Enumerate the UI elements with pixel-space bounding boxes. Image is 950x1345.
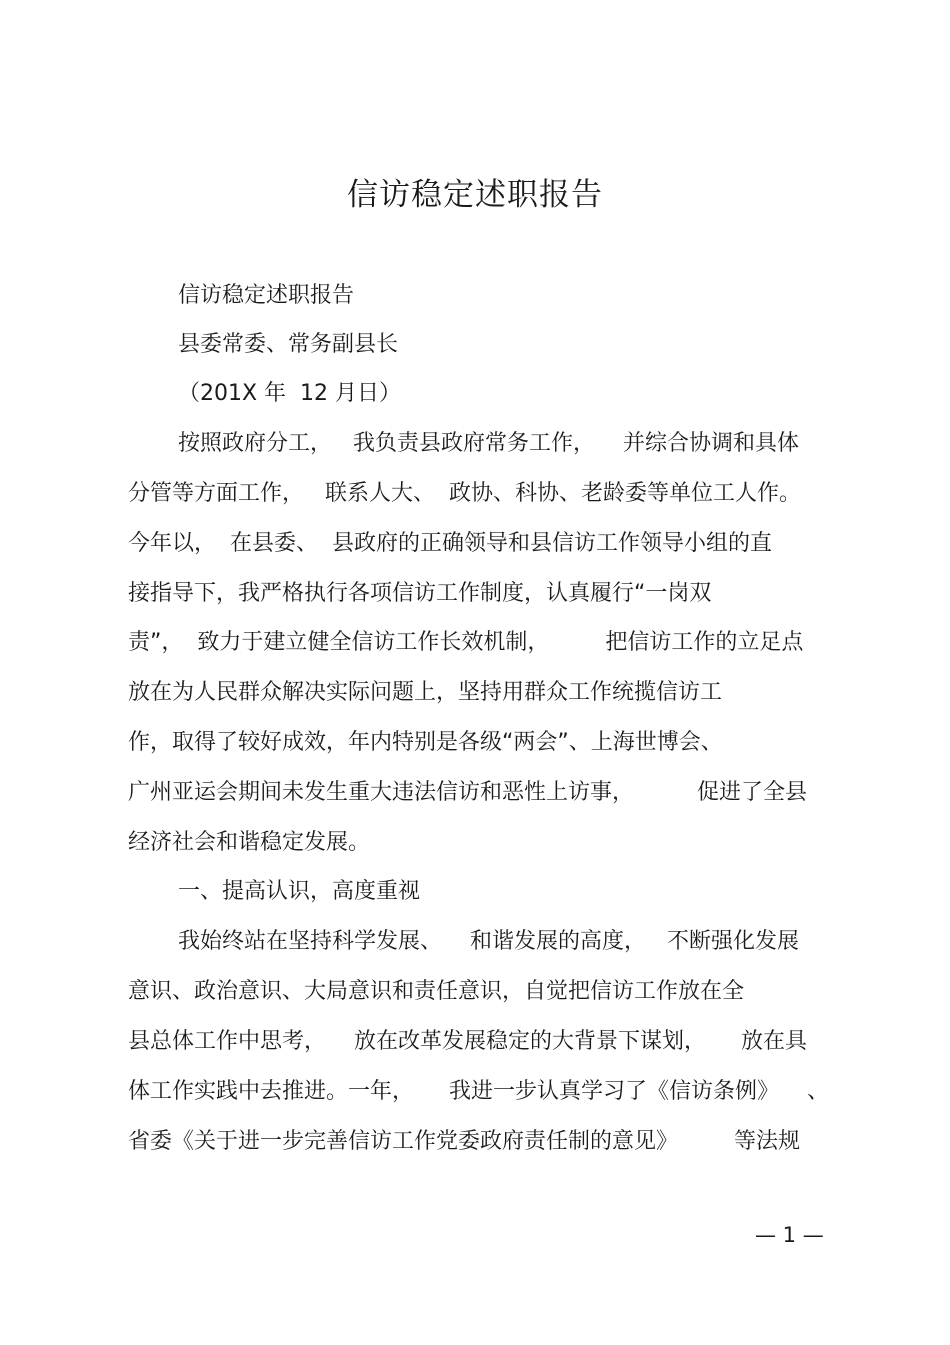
- author-line: 县委常委、常务副县长: [178, 332, 399, 357]
- date-line: （201X 年 12 月日）: [178, 381, 402, 406]
- body-line: 今年以， 在县委、 县政府的正确领导和县信访工作领导小组的直: [128, 531, 772, 556]
- body-line: 广州亚运会期间未发生重大违法信访和恶性上访事， 促进了全县: [128, 780, 807, 805]
- body-line: 体工作实践中去推进。一年， 我进一步认真学习了《信访条例》 、: [128, 1079, 829, 1104]
- body-line: 作，取得了较好成效，年内特别是各级“两会”、上海世博会、: [128, 730, 723, 755]
- body-line: 意识、政治意识、大局意识和责任意识，自觉把信访工作放在全: [128, 979, 745, 1004]
- body-line: 放在为人民群众解决实际问题上，坚持用群众工作统揽信访工: [128, 680, 723, 705]
- document-title: 信访稳定述职报告: [347, 177, 603, 213]
- body-line: 按照政府分工， 我负责县政府常务工作， 并综合协调和具体: [178, 431, 799, 456]
- body-line: 接指导下，我严格执行各项信访工作制度，认真履行“一岗双: [128, 581, 712, 606]
- body-line: 分管等方面工作， 联系人大、 政协、科协、老龄委等单位工人作。: [128, 481, 801, 506]
- body-line: 我始终站在坚持科学发展、 和谐发展的高度， 不断强化发展: [178, 929, 799, 954]
- subtitle-line: 信访稳定述职报告: [178, 283, 355, 308]
- page-number: — 1 —: [755, 1223, 824, 1247]
- body-line: 经济社会和谐稳定发展。: [128, 830, 371, 855]
- body-line: 省委《关于进一步完善信访工作党委政府责任制的意见》 等法规: [128, 1129, 800, 1154]
- section-heading: 一、提高认识，高度重视: [178, 879, 421, 904]
- body-line: 责”， 致力于建立健全信访工作长效机制， 把信访工作的立足点: [128, 630, 804, 655]
- body-line: 县总体工作中思考， 放在改革发展稳定的大背景下谋划， 放在具: [128, 1029, 807, 1054]
